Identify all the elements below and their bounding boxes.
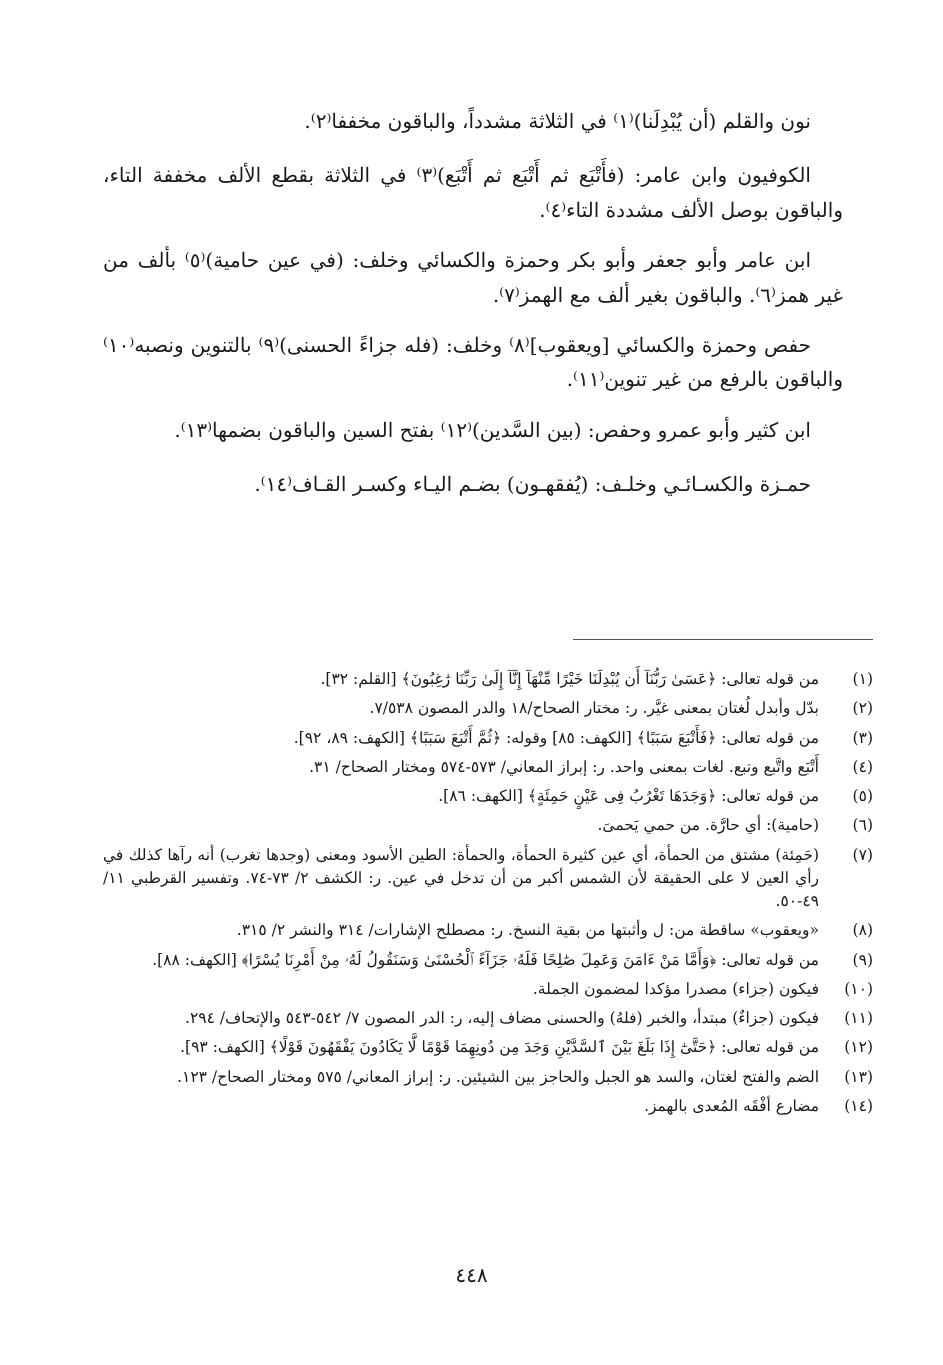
paragraph-5: ابن كثير وأبو عمرو وحفص: (بين السَّدين)⁽١٢⁾ بفتح السين والباقون بضمها⁽١٣⁾. [174,417,811,442]
footnote-2 [103,697,873,720]
footnote-text: (حامية): أي حارَّة. من حمي يَحمىَ. [597,816,819,835]
paragraph-3: ابن عامر وأبو جعفر وأبو بكر وحمزة والكسائي وخلف: (في عين حامية)⁽٥⁾ بألف من غير همز⁽٦⁾. والباقون بغير ألف مع الهمز⁽٧⁾. [103,248,843,307]
footnote-3 [103,727,873,750]
paragraph-1: نون والقلم (أن يُبْدِلَنا)⁽١⁾ في الثلاثة مشدداً، والباقون مخففا⁽٢⁾. [304,109,811,133]
footnote-5 [103,785,873,808]
footnote-7 [103,844,873,914]
footnote-4 [103,756,873,779]
footnote-number: (٥) [852,787,873,805]
footnote-10 [103,978,873,1001]
footnote-14 [103,1095,873,1118]
footnote-number: (١١) [844,1009,873,1027]
footnote-separator [573,639,873,640]
footnote-number: (٧) [852,845,873,864]
footnote-13 [103,1066,873,1089]
footnote-6 [103,814,873,837]
footnote-number: (٢) [852,699,873,718]
footnote-11 [103,1007,873,1030]
footnote-text: من قوله تعالى: ﴿فَأَتْبَعَ سَبَبًا﴾ [الكهف: ٨٥] وقوله: ﴿ثُمَّ أَتْبَعَ سَبَبًا﴾ [الكهف: ٨٩، ٩٢]. [293,728,819,747]
footnote-8 [103,919,873,942]
footnote-number: (٤) [852,757,873,776]
footnote-text: من قوله تعالى: ﴿وَجَدَهَا تَغْرُبُ فِى عَيْنٍ حَمِئَةٍ﴾ [الكهف: ٨٦]. [438,787,819,805]
footnote-number: (١٢) [844,1038,873,1057]
footnote-number: (١٠) [844,979,873,998]
footnote-number: (٦) [852,816,873,835]
footnote-number: (١٣) [844,1067,873,1086]
footnote-text: (حَمِئة) مشتق من الحمأة، أي عين كثيرة الحمأة، والحمأة: الطين الأسود ومعنى (وجدها تغرب) أنه رآها كذلك في رأي العين لا على الحقيقة لأن الشمس أكبر من أن تدخل في عين. ر: الكشف ٢/ ٧٣-٧٤. وتفسير القرطبي ١١/ ٤٩-٥٠. [103,845,819,910]
footnotes [103,668,873,1124]
footnote-number: (٨) [852,921,873,940]
footnote-text: بدّل وأبدل لُغتان بمعنى غيَّر. ر: مختار الصحاح/١٨ والدر المصون ٧/٥٣٨. [369,699,819,718]
paragraph-2: الكوفيون وابن عامر: (فأَتْبَع ثم أَتْبَع ثم أَتْبَع)⁽٣⁾ في الثلاثة بقطع الألف مخففة التاء، والباقون بوصل الألف مشددة التاء⁽٤⁾. [103,163,843,222]
footnote-text: من قوله تعالى: ﴿وَأَمَّا مَنْ ءَامَنَ وَعَمِلَ صَٰلِحًا فَلَهُۥ جَزَآءً ٱلْحُسْنَىٰ وَسَنَقُولُ لَهُۥ مِنْ أَمْرِنَا يُسْرًا﴾ [الكهف: ٨٨]. [152,950,819,969]
footnote-number: (١) [852,670,873,688]
footnote-text: من قوله تعالى: ﴿عَسَىٰ رَبُّنَآ أَن يُبْدِلَنَا خَيْرًا مِّنْهَآ إِنَّآ إِلَىٰ رَبِّنَا رَٰغِبُونَ﴾ [القلم: ٣٢]. [320,670,819,688]
footnote-text: «ويعقوب» ساقطة من: ل وأثبتها من بقية النسخ. ر: مصطلح الإشارات/ ٣١٤ والنشر ٢/ ٣١٥. [236,921,819,940]
footnote-12 [103,1036,873,1059]
footnote-text: فيكون (جزاء) مصدرا مؤكدا لمضمون الجملة. [532,979,819,998]
footnote-text: مضارع أفْقَه المُعدى بالهمز. [644,1096,819,1115]
footnote-1 [103,668,873,691]
paragraph-6: حمـزة والكسـائـي وخلـف: (يُفقهـون) بضـم اليـاء وكسـر القـاف⁽١٤⁾. [254,472,811,497]
footnote-number: (٣) [852,728,873,747]
footnote-9 [103,949,873,972]
footnote-number: (٩) [852,950,873,969]
footnote-number: (١٤) [844,1096,873,1115]
footnote-text: فيكون (جزاءٌ) مبتدأ، والخبر (فلهُ) والحسنى مضاف إليه، ر: الدر المصون ٧/ ٥٤٢-٥٤٣ والإتحاف/ ٢٩٤. [185,1009,819,1027]
footnote-text: أَتْبَع واتَّبع وتبع. لغات بمعنى واحد. ر: إبراز المعاني/ ٥٧٣-٥٧٤ ومختار الصحاح/ ٣١. [309,757,819,776]
page-number: ٤٤٨ [455,1263,488,1287]
footnote-text: الضم والفتح لغتان، والسد هو الجبل والحاجز بين الشيئين. ر: إبراز المعاني/ ٥٧٥ ومختار الصحاح/ ١٢٣. [177,1067,819,1086]
paragraph-4: حفص وحمزة والكسائي [ويعقوب]⁽٨⁾ وخلف: (فله جزاءً الحسنى)⁽٩⁾ بالتنوين ونصبه⁽١٠⁾ والباقون بالرفع من غير تنوين⁽١١⁾. [103,332,843,392]
main-text [103,104,843,522]
footnote-text: من قوله تعالى: ﴿حَتَّىٰٓ إِذَا بَلَغَ بَيْنَ ٱلسَّدَّيْنِ وَجَدَ مِن دُونِهِمَا قَوْمًا لَّا يَكَادُونَ يَفْقَهُونَ قَوْلًا﴾ [الكهف: ٩٣]. [180,1038,819,1057]
